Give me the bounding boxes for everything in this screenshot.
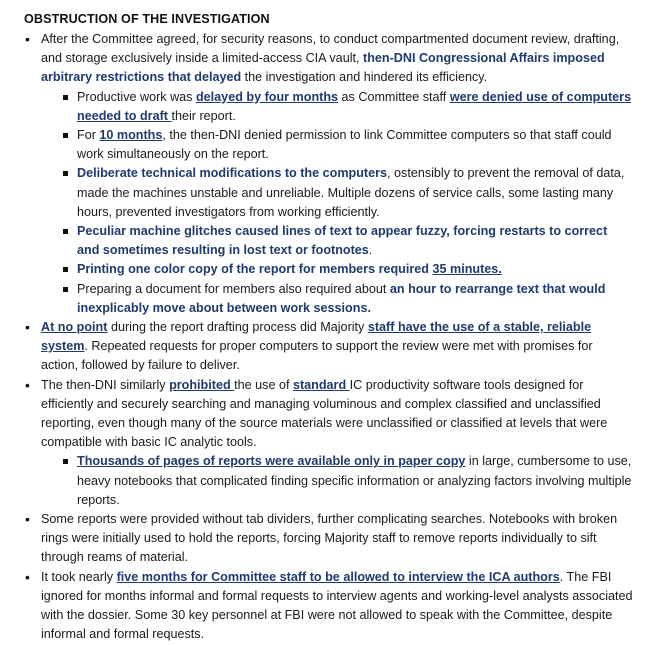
body-text: Productive work was <box>77 89 196 104</box>
underlined-emphasis: five months for Committee staff to be allowed to interview the ICA authors <box>116 569 560 584</box>
body-text: , ostensibly to prevent the removal of data, made the machines unstable and unreliable. Multiple dozens of service calls, some lasting many hours, prevented investigators from working efficiently. <box>77 166 625 219</box>
list-item-no-stable-system <box>24 318 633 376</box>
list-item-interview-delay <box>24 568 633 645</box>
sub-item-delay <box>41 88 633 126</box>
body-text: After the Committee agreed, for security reasons, to conduct compartmented document review, drafting, and storage exclusively inside a limited-access CIA vault, <box>41 32 620 66</box>
underlined-emphasis: staff have the use of a stable, reliable system <box>41 320 592 354</box>
sub-item-glitches <box>41 222 633 260</box>
findings-list <box>24 30 633 645</box>
list-item-tab-dividers <box>24 510 633 568</box>
body-text: It took nearly <box>41 569 117 584</box>
body-text: in large, cumbersome to use, heavy notebooks that complicated finding specific information or analyzing factors involving multiple reports. <box>77 454 632 507</box>
list-item-software-prohibited <box>24 376 633 510</box>
underlined-emphasis: 35 minutes. <box>432 262 502 277</box>
body-text: Preparing a document for members also required about <box>77 281 390 296</box>
body-text: the investigation and hindered its efficiency. <box>241 70 488 85</box>
section-heading: OBSTRUCTION OF THE INVESTIGATION <box>24 12 270 26</box>
body-text: For <box>77 128 100 143</box>
body-text: their report. <box>171 108 236 123</box>
underlined-emphasis: At no point <box>41 320 108 335</box>
emphasis-text: Deliberate technical modifications to the computers <box>77 166 388 181</box>
body-text: IC productivity software tools designed for efficiently and securely searching and managing voluminous and complex classified and unclassified reporting, even though many of the source materials were unclassified or classified at levels that were compatible with basic IC analytic tools. <box>41 377 608 450</box>
sub-item-paper-copy <box>41 452 633 510</box>
body-text: . The FBI ignored for months informal and formal requests to interview agents and working-level analysts associated with the dossier. Some 30 key personnel at FBI were not allowed to speak with the Committee, despite informal and formal requests. <box>41 569 633 642</box>
emphasis-text: Printing one color copy of the report for members required <box>77 262 433 277</box>
emphasis-text: an hour to rearrange text that would inexplicably move about between work sessions. <box>77 281 606 315</box>
body-text: . Repeated requests for proper computers to support the review were met with promises for action, followed by failure to deliver. <box>41 339 593 373</box>
sub-item-technical-modifications <box>41 164 633 222</box>
underlined-emphasis: delayed by four months <box>195 89 339 104</box>
body-text: , the then-DNI denied permission to link Committee computers so that staff could work simultaneously on the report. <box>77 128 612 162</box>
body-text: the use of <box>234 377 293 392</box>
body-text: The then-DNI similarly <box>41 377 170 392</box>
sub-list <box>41 452 633 510</box>
sub-item-link-computers <box>41 126 633 164</box>
underlined-emphasis: prohibited <box>169 377 235 392</box>
underlined-emphasis: Thousands of pages of reports were available only in paper copy <box>77 454 466 469</box>
body-text: during the report drafting process did Majority <box>107 320 368 335</box>
sub-item-printing <box>41 260 633 279</box>
sub-item-rearrange-text <box>41 280 633 318</box>
underlined-emphasis: standard <box>292 377 350 392</box>
body-text: Some reports were provided without tab dividers, further complicating searches. Notebooks with broken rings were initially used to hold the reports, forcing Majority staff to remove reports individually to sift through reams of material. <box>41 512 618 565</box>
body-text: as Committee staff <box>338 89 450 104</box>
list-item-compartmented-review <box>24 30 633 318</box>
underlined-emphasis: were denied use of computers needed to draft <box>77 89 632 123</box>
body-text: . <box>368 243 373 258</box>
underlined-emphasis: 10 months <box>99 128 163 143</box>
emphasis-text: Peculiar machine glitches caused lines of text to appear fuzzy, forcing restarts to correct and sometimes resulting in lost text or footnotes <box>77 224 608 258</box>
emphasis-text: then-DNI Congressional Affairs imposed arbitrary restrictions that delayed <box>41 51 605 85</box>
sub-list <box>41 88 633 318</box>
